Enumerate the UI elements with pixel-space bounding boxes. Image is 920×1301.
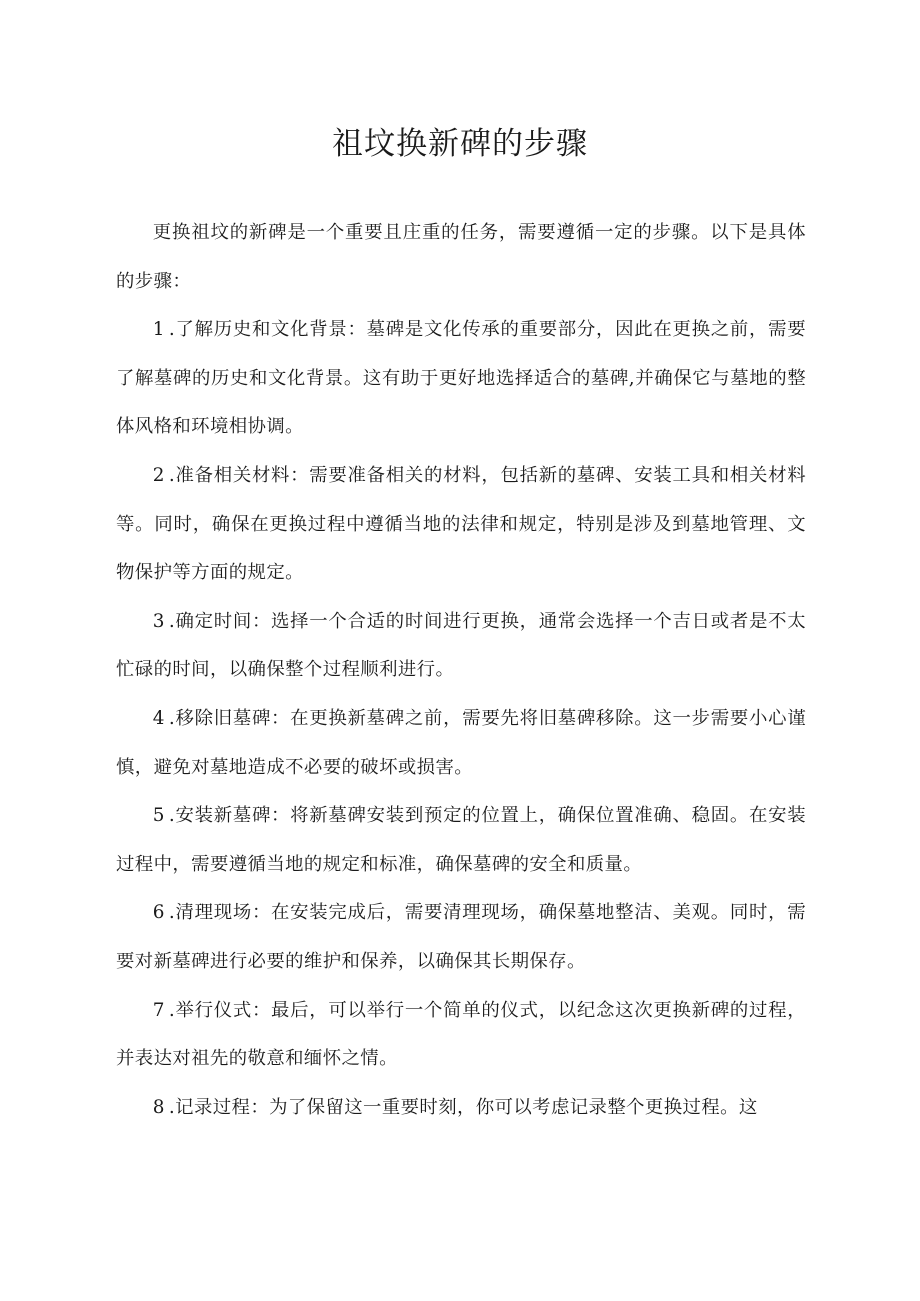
document-body [116, 209, 806, 1132]
step-text: .举行仪式：最后，可以举行一个简单的仪式，以纪念这次更换新碑的过程，并表达对祖先的敬意和缅怀之情。 [116, 999, 806, 1070]
step-text: .准备相关材料：需要准备相关的材料，包括新的墓碑、安装工具和相关材料等。同时，确保在更换过程中遵循当地的法律和规定，特别是涉及到墓地管理、文物保护等方面的规定。 [116, 464, 806, 584]
step-paragraph [116, 792, 806, 889]
step-number: 5 [152, 805, 165, 827]
step-paragraph [116, 695, 806, 792]
step-paragraph [116, 598, 806, 695]
step-number: 3 [152, 610, 165, 632]
step-number: 4 [152, 707, 165, 729]
step-paragraph [116, 987, 806, 1084]
step-paragraph [116, 889, 806, 986]
step-number: 2 [152, 464, 165, 486]
step-number: 1 [152, 319, 165, 341]
step-paragraph [116, 452, 806, 598]
intro-paragraph: 更换祖坟的新碑是一个重要且庄重的任务，需要遵循一定的步骤。以下是具体的步骤： [116, 222, 806, 292]
step-paragraph [116, 1084, 806, 1133]
step-number: 7 [152, 999, 165, 1021]
page-title: 祖坟换新碑的步骤 [332, 126, 588, 162]
step-number: 6 [152, 902, 165, 924]
step-text: .移除旧墓碑：在更换新墓碑之前，需要先将旧墓碑移除。这一步需要小心谨慎，避免对墓地造成不必要的破坏或损害。 [116, 707, 806, 778]
step-paragraph [116, 306, 806, 452]
step-text: .安装新墓碑：将新墓碑安装到预定的位置上，确保位置准确、稳固。在安装过程中，需要遵循当地的规定和标准，确保墓碑的安全和质量。 [116, 805, 806, 875]
step-text: .了解历史和文化背景：墓碑是文化传承的重要部分，因此在更换之前，需要了解墓碑的历史和文化背景。这有助于更好地选择适合的墓碑,并确保它与墓地的整体风格和环境相协调。 [116, 319, 806, 438]
step-text: .记录过程：为了保留这一重要时刻，你可以考虑记录整个更换过程。这 [168, 1096, 758, 1118]
step-text: .清理现场：在安装完成后，需要清理现场，确保墓地整洁、美观。同时，需要对新墓碑进行必要的维护和保养，以确保其长期保存。 [116, 902, 806, 972]
step-number: 8 [152, 1096, 165, 1118]
step-text: .确定时间：选择一个合适的时间进行更换，通常会选择一个吉日或者是不太忙碌的时间，以确保整个过程顺利进行。 [116, 610, 806, 681]
